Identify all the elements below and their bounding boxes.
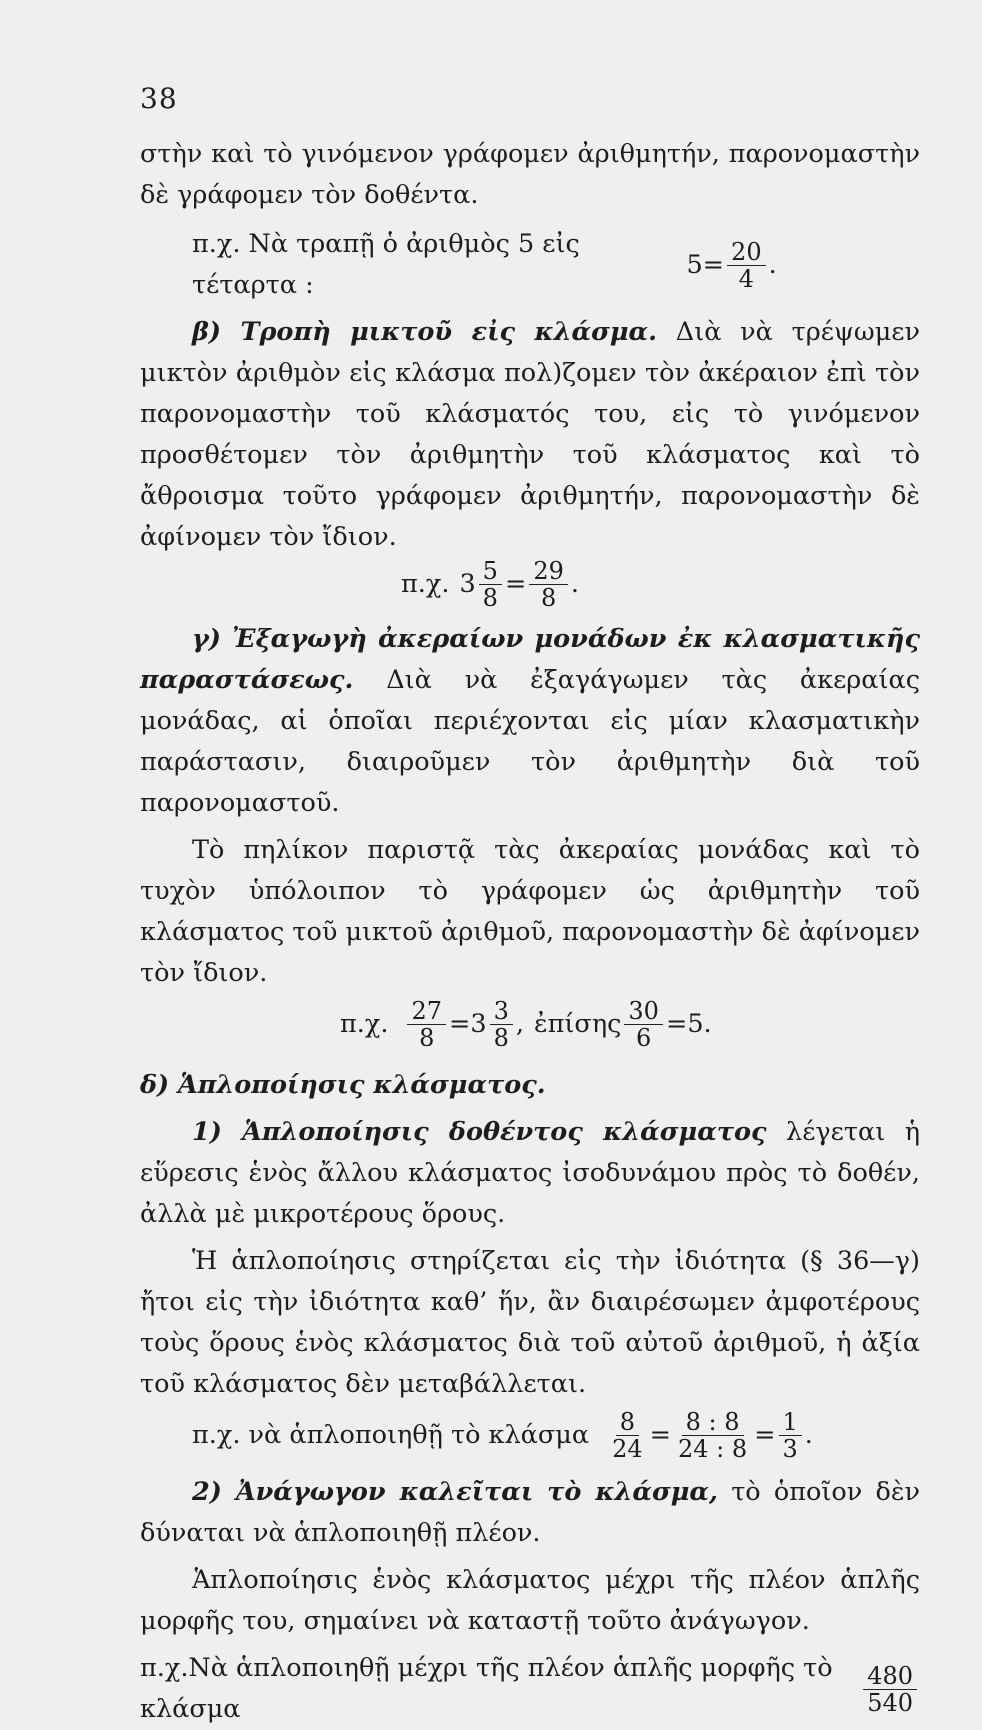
example-simplify-fully [140, 1648, 920, 1730]
equals-sign: = [448, 1009, 471, 1039]
fraction-numerator: 480 [863, 1663, 917, 1690]
example-lead: π.χ. [401, 569, 450, 599]
section-gamma [140, 619, 920, 824]
fraction-denominator: 6 [636, 1024, 652, 1052]
math-lhs: 5= [686, 249, 725, 280]
fraction-denominator: 24 [612, 1435, 643, 1463]
section-title: β) Τροπὴ μικτοῦ εἰς κλάσμα. [192, 317, 658, 347]
item-title: 1) Ἁπλοποίησις δοθέντος κλάσματος [192, 1117, 767, 1147]
item-text: λέγεται ἡ εὕρεσις ἑνὸς ἄλλου κλάσματος ἰσοδυνάμου πρὸς τὸ δοθέν, ἀλλὰ μὲ μικροτέρους ὅρους. [140, 1117, 920, 1229]
example-mixed-to-fraction [140, 558, 920, 611]
mixed-number [470, 998, 516, 1051]
fraction [479, 558, 502, 611]
math-punct: , [515, 1009, 524, 1039]
fraction [490, 998, 513, 1051]
example-integer-to-quarters [140, 224, 920, 306]
equals-sign: = [649, 1420, 671, 1450]
page-body [140, 134, 920, 1730]
fraction-denominator: 24 : 8 [677, 1435, 748, 1463]
fraction-denominator: 8 [493, 1024, 509, 1052]
fraction [608, 1409, 647, 1462]
fraction-denominator: 540 [867, 1688, 913, 1717]
fraction-denominator: 8 [419, 1024, 435, 1052]
section-title: γ) Ἐξαγωγὴ ἀκεραίων μονάδων ἐκ κλασματικῆς παραστάσεως. [140, 624, 920, 695]
example-lead: π.χ.Νὰ ἁπλοποιηθῇ μέχρι τῆς πλέον ἁπλῆς μορφῆς τὸ κλάσμα [140, 1653, 833, 1724]
fraction-numerator: 5 [479, 558, 502, 585]
equals-sign: = [504, 569, 527, 599]
math-punct: . [570, 569, 579, 599]
word-also: ἐπίσης [533, 1009, 622, 1039]
paragraph-rule: Ἡ ἁπλοποίησις στηρίζεται εἰς τὴν ἰδιότητα (§ 36—γ) ἤτοι εἰς τὴν ἰδιότητα καθ’ ἥν, ἂν διαιρέσωμεν ἀμφοτέρους τοὺς ὅρους ἑνὸς κλάσματος διὰ τοῦ αὐτοῦ ἀριθμοῦ, ἡ ἀξία τοῦ κλάσματος δὲν μεταβάλλεται. [140, 1246, 920, 1399]
item-1 [140, 1112, 920, 1235]
fraction [407, 998, 446, 1051]
fraction-denominator: 4 [738, 264, 754, 293]
fraction [529, 558, 568, 611]
example-simplify [140, 1409, 920, 1462]
fraction-numerator: 8 [616, 1409, 639, 1436]
fraction-numerator: 27 [407, 998, 446, 1025]
fraction [863, 1663, 917, 1716]
example-lead: π.χ. Νὰ τραπῇ ὁ ἀριθμὸς 5 εἰς τέταρτα : [192, 229, 580, 300]
fraction-numerator: 1 [779, 1409, 802, 1436]
section-text: Διὰ νὰ τρέψωμεν μικτὸν ἀριθμὸν εἰς κλάσμα πολ)ζομεν τὸν ἀκέραιον ἐπὶ τὸν παρονομαστὴν τοῦ κλάσματός του, εἰς τὸ γινόμενον προσθέτομεν τὸν ἀριθμητὴν τοῦ κλάσματος καὶ τὸ ἄθροισμα τοῦτο γράφομεν ἀριθμητήν, παρονομαστὴν δὲ ἀφίνομεν τὸν ἴδιον. [140, 317, 920, 552]
fraction-numerator: 8 : 8 [682, 1409, 744, 1436]
mixed-whole: 3 [470, 1009, 487, 1039]
equals-sign: = [754, 1420, 776, 1450]
math-punct: . [768, 249, 777, 280]
math-result: =5. [665, 1009, 712, 1039]
fraction-numerator: 20 [727, 239, 766, 266]
example-fraction-to-mixed [140, 998, 920, 1051]
fraction [624, 998, 663, 1051]
fraction-denominator: 8 [482, 584, 498, 612]
paragraph-remainder: Τὸ πηλίκον παριστᾷ τὰς ἀκεραίας μονάδας καὶ τὸ τυχὸν ὑπόλοιπον τὸ γράφομεν ὡς ἀριθμητὴν τοῦ κλάσματος τοῦ μικτοῦ ἀριθμοῦ, παρονομαστὴν δὲ ἀφίνομεν τὸν ἴδιον. [140, 835, 920, 988]
fraction [674, 1409, 751, 1462]
fraction-denominator: 3 [782, 1435, 798, 1463]
example-lead: π.χ. νὰ ἁπλοποιηθῇ τὸ κλάσμα [192, 1420, 590, 1450]
paragraph-irreducible: Ἁπλοποίησις ἑνὸς κλάσματος μέχρι τῆς πλέον ἁπλῆς μορφῆς του, σημαίνει νὰ καταστῇ τοῦτο ἀνάγωγον. [140, 1565, 920, 1636]
mixed-whole: 3 [459, 569, 476, 599]
item-text: τὸ ὁποῖον δὲν δύναται νὰ ἁπλοποιηθῇ πλέον. [140, 1477, 921, 1548]
example-lead: π.χ. [340, 1009, 389, 1039]
fraction-denominator: 8 [540, 584, 557, 612]
fraction [727, 239, 766, 292]
fraction-numerator: 30 [624, 998, 663, 1025]
section-text: Διὰ νὰ ἐξαγάγωμεν τὰς ἀκεραίας μονάδας, αἱ ὁποῖαι περιέχονται εἰς μίαν κλασματικὴν παράστασιν, διαιροῦμεν τὸν ἀριθμητὴν διὰ τοῦ παρονομαστοῦ. [140, 665, 920, 818]
item-title: 2) Ἀνάγωγον καλεῖται τὸ κλάσμα, [192, 1477, 718, 1507]
section-beta [140, 312, 920, 558]
paragraph-continuation: στὴν καὶ τὸ γινόμενον γράφομεν ἀριθμητήν, παρονομαστὴν δὲ γράφομεν τὸν δοθέντα. [140, 139, 920, 210]
fraction-numerator: 29 [529, 558, 568, 585]
mixed-number [459, 558, 505, 611]
fraction-numerator: 3 [490, 998, 513, 1025]
fraction [779, 1409, 802, 1462]
section-delta [140, 1065, 920, 1106]
page-number: 38 [140, 82, 178, 115]
math-punct: . [804, 1420, 813, 1450]
section-title: δ) Ἁπλοποίησις κλάσματος. [140, 1070, 546, 1100]
item-2 [140, 1472, 920, 1554]
